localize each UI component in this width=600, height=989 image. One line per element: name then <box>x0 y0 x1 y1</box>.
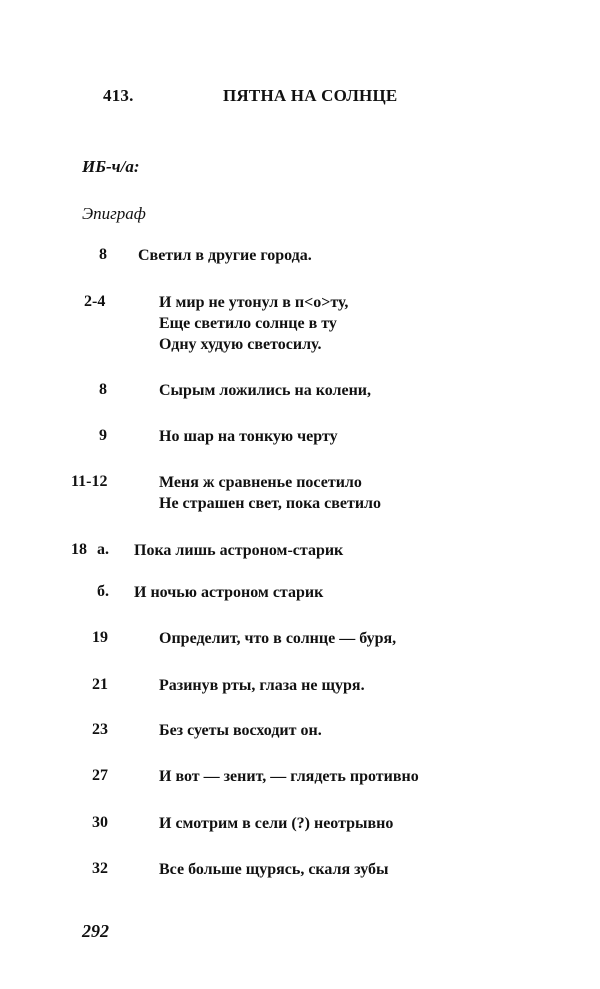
variant-line: Но шар на тонкую черту <box>159 428 338 445</box>
line-number: 8 <box>99 246 107 263</box>
variant-line: И ночью астроном старик <box>134 584 324 601</box>
line-number: 30 <box>92 814 108 831</box>
line-number: 9 <box>99 427 107 444</box>
variant-line: Все больше щурясь, скаля зубы <box>159 861 389 878</box>
page-title: ПЯТНА НА СОЛНЦЕ <box>223 86 398 105</box>
section-label: Эпиграф <box>82 204 146 223</box>
variant-line: Светил в другие города. <box>138 247 312 264</box>
line-number: 18 <box>71 541 87 558</box>
variant-line: Еще светило солнце в ту <box>159 315 337 332</box>
variant-line: И вот — зенит, — глядеть противно <box>159 768 419 785</box>
line-number: 27 <box>92 767 108 784</box>
line-number: 11-12 <box>71 473 108 490</box>
source-label: ИБ-ч/а: <box>82 157 140 176</box>
line-number: 8 <box>99 381 107 398</box>
line-number: 21 <box>92 676 108 693</box>
page-number: 292 <box>82 921 109 941</box>
variant-letter: а. <box>97 541 109 558</box>
variant-line: Меня ж сравненье посетило <box>159 474 362 491</box>
variant-line: Разинув рты, глаза не щуря. <box>159 677 365 694</box>
variant-line: Определит, что в солнце — буря, <box>159 630 397 647</box>
line-number: 2-4 <box>84 293 106 310</box>
variant-line: Не страшен свет, пока светило <box>159 495 382 512</box>
entry-number: 413. <box>103 86 134 105</box>
variant-line: Без суеты восходит он. <box>159 722 322 739</box>
variant-line: И смотрим в сели (?) неотрывно <box>159 815 394 832</box>
variant-letter: б. <box>97 583 109 600</box>
line-number: 32 <box>92 860 108 877</box>
variant-line: Пока лишь астроном-старик <box>134 542 344 559</box>
line-number: 19 <box>92 629 108 646</box>
variant-line: И мир не утонул в п<о>ту, <box>159 294 349 311</box>
variant-line: Одну худую светосилу. <box>159 336 322 353</box>
line-number: 23 <box>92 721 108 738</box>
variant-line: Сырым ложились на колени, <box>159 382 372 399</box>
